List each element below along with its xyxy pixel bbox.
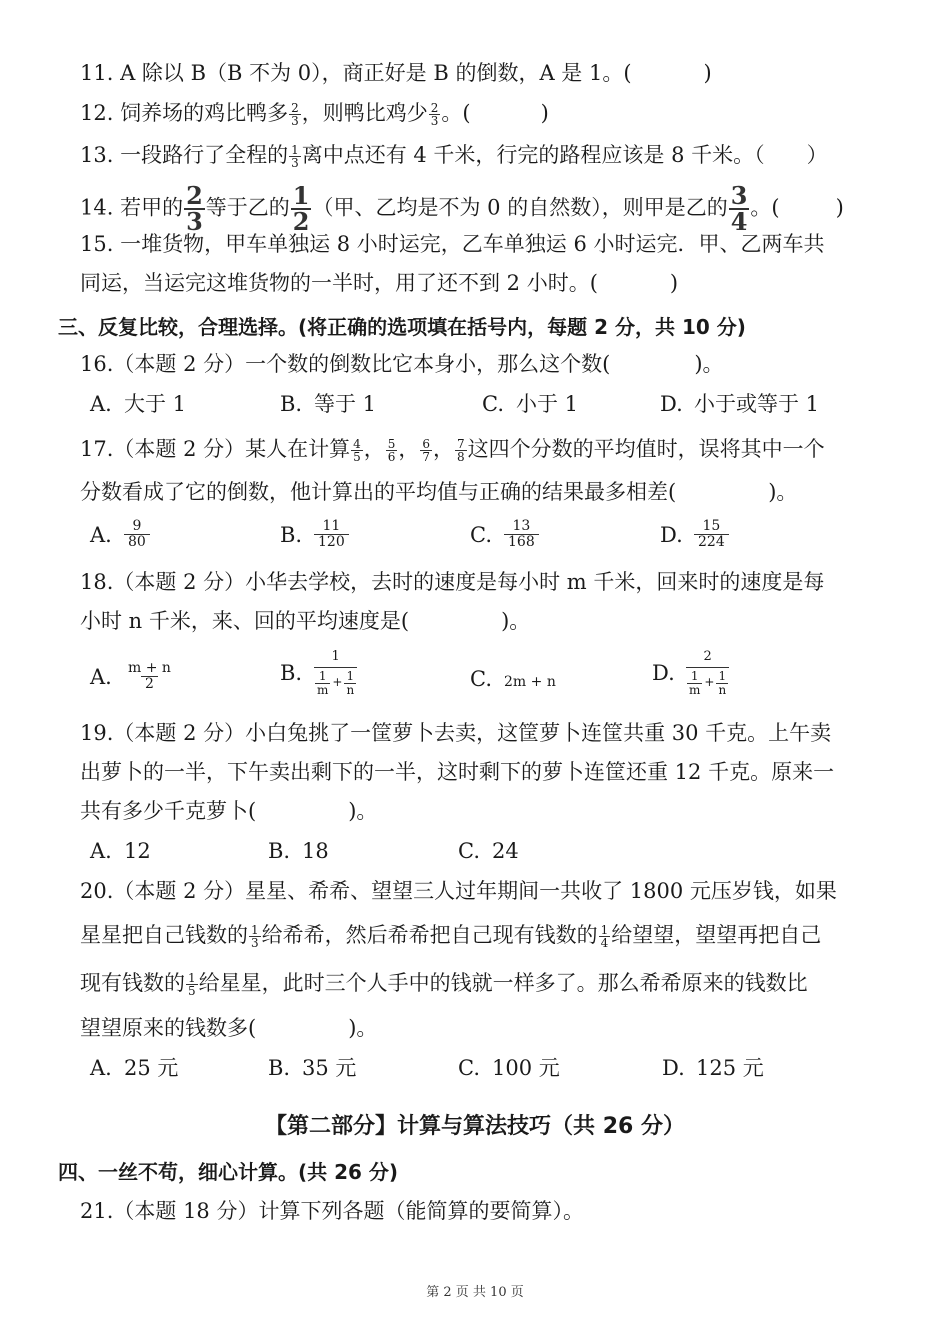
q20-fraction-1: $\frac{1}{3}$ bbox=[251, 923, 259, 950]
q20-option-d[interactable]: D. 125 元 bbox=[662, 1056, 764, 1080]
question-13 bbox=[80, 140, 902, 170]
q11-text: 11. A 除以 B（B 不为 0），商正好是 B 的倒数，A 是 1。( bbox=[80, 61, 632, 85]
q20-text-3b: 给星星，此时三个人手中的钱就一样多了。那么希希原来的钱数比 bbox=[198, 971, 808, 995]
q18-text-1: 18.（本题 2 分）小华去学校，去时的速度是每小时 m 千米，回来时的速度是每 bbox=[80, 570, 825, 594]
question-19-line-1 bbox=[80, 718, 902, 748]
q17-option-b[interactable]: B. 11 120 bbox=[280, 519, 349, 551]
q18-option-b[interactable]: B. 1 1 m + $\frac{1}{n}$ bbox=[280, 650, 357, 696]
q14-text-b: 等于乙的 bbox=[205, 195, 290, 220]
q11-close-paren: ) bbox=[703, 61, 712, 85]
q14-text-d: 。( bbox=[750, 195, 780, 220]
q18-option-c[interactable]: C. 2m + n bbox=[470, 667, 556, 691]
q17-text-a: 17.（本题 2 分）某人在计算 bbox=[80, 437, 351, 461]
question-16 bbox=[80, 349, 902, 379]
q21-text: 21.（本题 18 分）计算下列各题（能简算的要简算）。 bbox=[80, 1199, 584, 1223]
question-14 bbox=[80, 181, 902, 236]
q19-option-c[interactable]: C. 24 bbox=[458, 839, 519, 863]
q20-option-c[interactable]: C. 100 元 bbox=[458, 1056, 560, 1080]
q17-fraction-1: $\frac{4}{5}$ bbox=[353, 437, 361, 464]
q17-fraction-3: $\frac{6}{7}$ bbox=[422, 437, 431, 464]
page-footer: 第 2 页 共 10 页 bbox=[426, 1285, 524, 1300]
q14-text-c: （甲、乙均是不为 0 的自然数），则甲是乙的 bbox=[312, 195, 728, 220]
question-18-line-1 bbox=[80, 567, 902, 597]
q13-text-a: 13. 一段路行了全程的 bbox=[80, 143, 289, 167]
q17-fraction-4: $\frac{7}{8}$ bbox=[457, 437, 465, 464]
q19-text-1: 19.（本题 2 分）小白兔挑了一筐萝卜去卖，这筐萝卜连筐共重 30 千克。上午卖 bbox=[80, 721, 832, 745]
q13-text-b: 离中点还有 4 千米，行完的路程应该是 8 千米。（ bbox=[301, 143, 765, 167]
q18-option-a[interactable]: A. m + n 2 bbox=[90, 660, 171, 693]
q17-option-c[interactable]: C. 13 168 bbox=[470, 519, 539, 551]
section-3-heading: 三、反复比较，合理选择。(将正确的选项填在括号内，每题 2 分，共 10 分) bbox=[58, 315, 746, 339]
question-15-line-2 bbox=[80, 268, 902, 298]
part-2-heading: 【第二部分】计算与算法技巧（共 26 分） bbox=[265, 1114, 685, 1139]
q20-text-1: 20.（本题 2 分）星星、希希、望望三人过年期间一共收了 1800 元压岁钱，如果 bbox=[80, 879, 837, 903]
q20-text-2c: 给望望，望望再把自己 bbox=[611, 923, 822, 947]
q15-close-paren: ) bbox=[669, 271, 679, 295]
q20-text-2a: 星星把自己钱数的 bbox=[80, 923, 248, 947]
question-21 bbox=[80, 1196, 902, 1226]
q20-close-paren: )。 bbox=[348, 1016, 378, 1040]
q16-option-d[interactable]: D. 小于或等于 1 bbox=[660, 392, 820, 416]
q18-option-d[interactable]: D. 2 1 m + $\frac{1}{n}$ bbox=[652, 650, 729, 696]
q19-close-paren: )。 bbox=[348, 799, 378, 823]
q12-text-a: 12. 饲养场的鸡比鸭多 bbox=[80, 101, 289, 125]
q12-text-c: 。( bbox=[441, 101, 471, 125]
q15-text-1: 15. 一堆货物，甲车单独运 8 小时运完，乙车单独运 6 小时运完．甲、乙两车共 bbox=[80, 232, 825, 256]
q12-close-paren: ) bbox=[540, 101, 549, 125]
q17-option-d[interactable]: D. 15 224 bbox=[660, 519, 729, 551]
q17-text-b: 这四个分数的平均值时，误将其中一个 bbox=[467, 437, 825, 461]
q20-fraction-3: $\frac{1}{5}$ bbox=[188, 971, 196, 998]
q19-text-3: 共有多少千克萝卜( bbox=[80, 799, 257, 823]
q12-fraction-1: $\frac{2}{3}$ bbox=[291, 101, 299, 128]
q13-close-paren: ） bbox=[806, 143, 828, 167]
q19-option-b[interactable]: B. 18 bbox=[268, 839, 329, 863]
q20-option-a[interactable]: A. 25 元 bbox=[90, 1056, 179, 1080]
q20-text-4: 望望原来的钱数多( bbox=[80, 1016, 257, 1040]
q20-text-3a: 现有钱数的 bbox=[80, 971, 185, 995]
q16-close-paren: )。 bbox=[694, 352, 724, 376]
question-19-line-2 bbox=[80, 757, 902, 787]
q13-fraction: $\frac{1}{3}$ bbox=[291, 143, 299, 170]
q20-option-b[interactable]: B. 35 元 bbox=[268, 1056, 357, 1080]
q20-fraction-2: $\frac{1}{4}$ bbox=[600, 923, 609, 950]
question-20-line-3 bbox=[80, 968, 902, 998]
q19-option-a[interactable]: A. 12 bbox=[90, 839, 151, 863]
q20-text-2b: 给希希，然后希希把自己现有钱数的 bbox=[261, 923, 598, 947]
q17-fraction-2: $\frac{5}{6}$ bbox=[387, 437, 396, 464]
q12-text-b: ，则鸭比鸡少 bbox=[301, 101, 428, 125]
question-20-line-1 bbox=[80, 876, 902, 906]
q16-option-b[interactable]: B. 等于 1 bbox=[280, 392, 377, 416]
question-20-line-2 bbox=[80, 920, 902, 950]
q17-option-a[interactable]: A. 9 80 bbox=[90, 519, 150, 551]
q14-text-a: 14. 若甲的 bbox=[80, 195, 184, 220]
q12-fraction-2: $\frac{2}{3}$ bbox=[430, 101, 439, 128]
question-19-line-3 bbox=[80, 796, 902, 826]
q15-text-2: 同运，当运完这堆货物的一半时，用了还不到 2 小时。( bbox=[80, 271, 598, 295]
question-12 bbox=[80, 98, 902, 128]
q16-option-c[interactable]: C. 小于 1 bbox=[482, 392, 579, 416]
question-17-line-2 bbox=[80, 477, 902, 507]
q17-close-paren: )。 bbox=[768, 480, 798, 504]
q14-close-paren: ) bbox=[835, 195, 844, 220]
question-15-line-1 bbox=[80, 229, 902, 259]
question-18-line-2 bbox=[80, 606, 902, 636]
q14-fraction-1: $\frac{2}{3}$ bbox=[186, 181, 203, 236]
q18-close-paren: )。 bbox=[501, 609, 531, 633]
q16-stem: 16.（本题 2 分）一个数的倒数比它本身小，那么这个数( bbox=[80, 352, 611, 376]
q14-fraction-2: $\frac{1}{2}$ bbox=[292, 181, 310, 236]
section-4-heading: 四、一丝不苟，细心计算。(共 26 分) bbox=[58, 1160, 399, 1184]
q18-text-2: 小时 n 千米，来、回的平均速度是( bbox=[80, 609, 410, 633]
question-17-line-1: 17.（本题 2 分）某人在计算 $\frac{4}{5}$ ， $\frac{5}{6}$ ， $\frac{6}{7}$ ， $\frac{7}{8}$ 这四个分数的平均值时，误将其中一个 bbox=[80, 437, 825, 464]
q17-text-2: 分数看成了它的倒数，他计算出的平均值与正确的结果最多相差( bbox=[80, 480, 677, 504]
question-20-line-4 bbox=[80, 1013, 902, 1043]
q19-text-2: 出萝卜的一半，下午卖出剩下的一半，这时剩下的萝卜连筐还重 12 千克。原来一 bbox=[80, 760, 835, 784]
question-11 bbox=[80, 58, 902, 88]
q16-option-a[interactable]: A. 大于 1 bbox=[90, 392, 187, 416]
q14-fraction-3: $\frac{3}{4}$ bbox=[730, 181, 748, 236]
